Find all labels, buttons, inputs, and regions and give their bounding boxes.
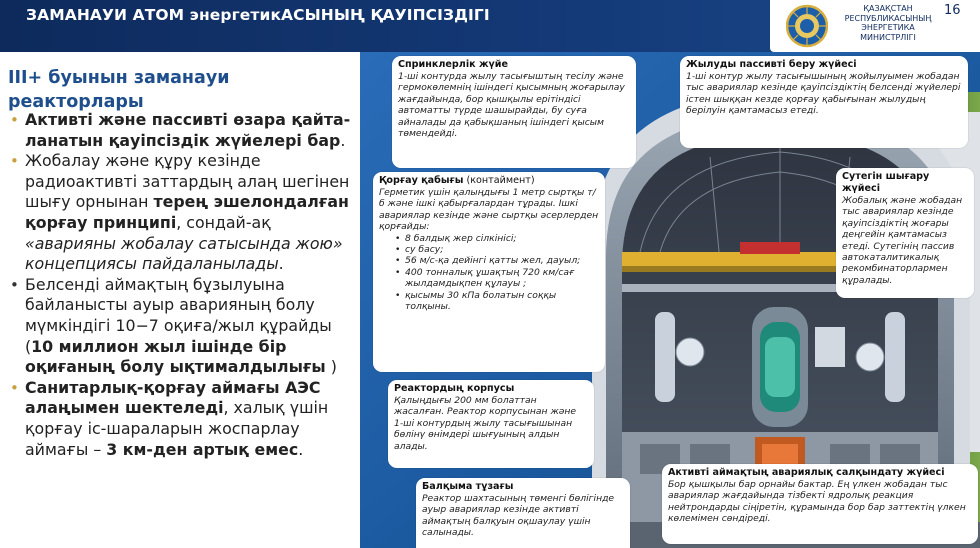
callout-title: Балқыма тұзағы bbox=[422, 481, 514, 492]
state-emblem-icon bbox=[786, 4, 828, 48]
callout-body: Бор қышқылы бар орнайы бактар. Ең үлкен жобадан тыс авариялар жағдайында тізбекті ядролық реакция нейтрондарды сіңіретін, құрамында бор бар заттектің үлкен көлемімен сөндіреді. bbox=[668, 479, 966, 525]
list-item: • қысымы 30 кПа болатын соққы толқыны. bbox=[395, 290, 599, 313]
bullet-text-part: , халық үшін қорғау іс-шараларын жоспарлау аймағы – bbox=[25, 398, 329, 459]
bullet-list bbox=[8, 110, 358, 460]
callout-title: Сутегін шығару жүйесі bbox=[842, 171, 930, 194]
bullet-text-part: . bbox=[278, 254, 284, 274]
callout-emergency-cooling bbox=[662, 464, 978, 544]
bullet-text-part: Активті және пассивті өзара қайта-ланатын қауіпсіздік жүйелері бар bbox=[25, 110, 351, 150]
callout-body: Герметик үшін қалыңдығы 1 метр сыртқы т/б және ішкі қабырғалардан тұрады. Ішкі авариялар кезінде және сыртқы әсерлерден қорғайды: bbox=[379, 187, 599, 233]
callout-vessel bbox=[388, 380, 594, 468]
bullet-text-part: . bbox=[298, 439, 304, 459]
callout-body: Жобалық және жобадан тыс авариялар кезінде қауіпсіздіктің жоғары деңгейін қамтамасыз етеді. Сутегінің пассив автокаталитикалық рекомбинаторлармен құралады. bbox=[842, 195, 963, 286]
callout-title: Спринклерлік жүйе bbox=[398, 59, 508, 70]
callout-hydrogen bbox=[836, 168, 974, 298]
callout-melt-trap bbox=[416, 478, 630, 548]
callout-title: Жылуды пассивті беру жүйесі bbox=[686, 59, 857, 70]
callout-list bbox=[395, 233, 599, 313]
header-bar bbox=[0, 0, 980, 52]
callout-body: Реактор шахтасының төменгі бөлігінде ауыр авариялар кезінде активті аймақтың балқуын оқшаулау үшін салынады. bbox=[422, 493, 615, 539]
bullet-text-part: Санитарлық-қорғау аймағы АЭС алаңымен шектеледі bbox=[25, 377, 321, 418]
callout-sprinkler bbox=[392, 56, 636, 168]
ministry-name: ҚАЗАҚСТАН РЕСПУБЛИКАСЫНЫҢ ЭНЕРГЕТИКА МИНИСТРЛІГІ bbox=[844, 4, 932, 42]
callout-title: Реактордың корпусы bbox=[394, 383, 515, 394]
bullet-text-part: ) bbox=[325, 357, 337, 377]
slide-title: ЗАМАНАУИ АТОМ энергетикАСЫНЫҢ ҚАУІПСІЗДІГІ bbox=[26, 6, 490, 24]
bullet-item: • Жобалау және құру кезінде радиоактивті заттардың алаң шегінен шығу орнынан терең эшелондалған қорғау принципі, сондай-ақ «аварияны жобалау сатысында жою» концепциясы пайдаланылады. bbox=[10, 151, 350, 274]
bullet-text-part: 3 км-ден артық емес bbox=[106, 439, 299, 459]
callout-title: Қорғау қабығы (контаймент) bbox=[379, 175, 535, 186]
bullet-text-part: терең эшелондалған қорғау принципі bbox=[25, 192, 349, 232]
callout-body: 1-ші контур жылу тасығышының жойылуымен жобадан тыс авариялар кезінде қауіпсіздіктің белсенді жүйелері істен шыққан кезде қорғау қабығынан жылудың берілуін қамтамасыз етеді. bbox=[686, 71, 961, 117]
left-text-panel bbox=[0, 52, 358, 548]
bullet-text-part: Жобалау және құру кезінде радиоактивті заттардың алаң шегінен шығу орнынан bbox=[25, 151, 350, 212]
section-subtitle: III+ буынын заманауи реакторлары bbox=[8, 68, 230, 112]
bullet-item: • Активті және пассивті өзара қайта-ланатын қауіпсіздік жүйелері бар. bbox=[10, 110, 351, 150]
bullet-text-part: . bbox=[340, 130, 346, 150]
bullet-text-part: «аварияны жобалау сатысында жою» концепциясы пайдаланылады bbox=[25, 233, 343, 274]
bullet-text-part: , сондай-ақ bbox=[176, 212, 271, 232]
list-item: • 8 балдық жер сілкінісі; bbox=[395, 233, 599, 244]
bullet-text-part: Белсенді аймақтың бұзылуына байланысты ауыр аварияның болу мүмкіндігі 10−7 оқиға/жыл құрайды ( bbox=[25, 274, 332, 356]
bullet-item: • Белсенді аймақтың бұзылуына байланысты ауыр аварияның болу мүмкіндігі 10−7 оқиға/жыл құрайды (10 миллион жыл ішінде бір оқиғаның болу ықтималдылығы ) bbox=[10, 274, 337, 377]
callout-title: Активті аймақтың авариялық салқындату жүйесі bbox=[668, 467, 945, 478]
callout-body: Қалыңдығы 200 мм болаттан жасалған. Реактор корпусынан және 1-ші контурдың жылу тасығышынан бөлінү өнімдері шығуының алдын алады. bbox=[394, 395, 577, 452]
callout-passive-heat bbox=[680, 56, 968, 148]
bullet-item: • Санитарлық-қорғау аймағы АЭС алаңымен шектеледі, халық үшін қорғау іс-шараларын жоспарлау аймағы – 3 км-ден артық емес. bbox=[10, 377, 329, 459]
list-item: • 56 м/с-қа дейінгі қатты жел, дауыл; bbox=[395, 255, 599, 266]
list-item: • су басу; bbox=[395, 244, 599, 255]
bullet-text-part: 10 миллион жыл ішінде бір оқиғаның болу ықтималдылығы bbox=[25, 336, 326, 377]
callout-containment bbox=[373, 172, 605, 372]
callout-body: 1-ші контурда жылу тасығыштың тесілу және гермокөлемнің ішіндегі қысымның жоғарылау жағдайында, бор қышқылы ерітіндісі автоматты түрде шашырайды, бу суға айналады да қабықшаның ішіндегі қысым төмендейді. bbox=[398, 71, 625, 140]
page-number: 16 bbox=[944, 3, 961, 18]
list-item: • 400 тонналық ұшақтың 720 км/сағ жылдамдықпен құлауы ; bbox=[395, 267, 599, 290]
